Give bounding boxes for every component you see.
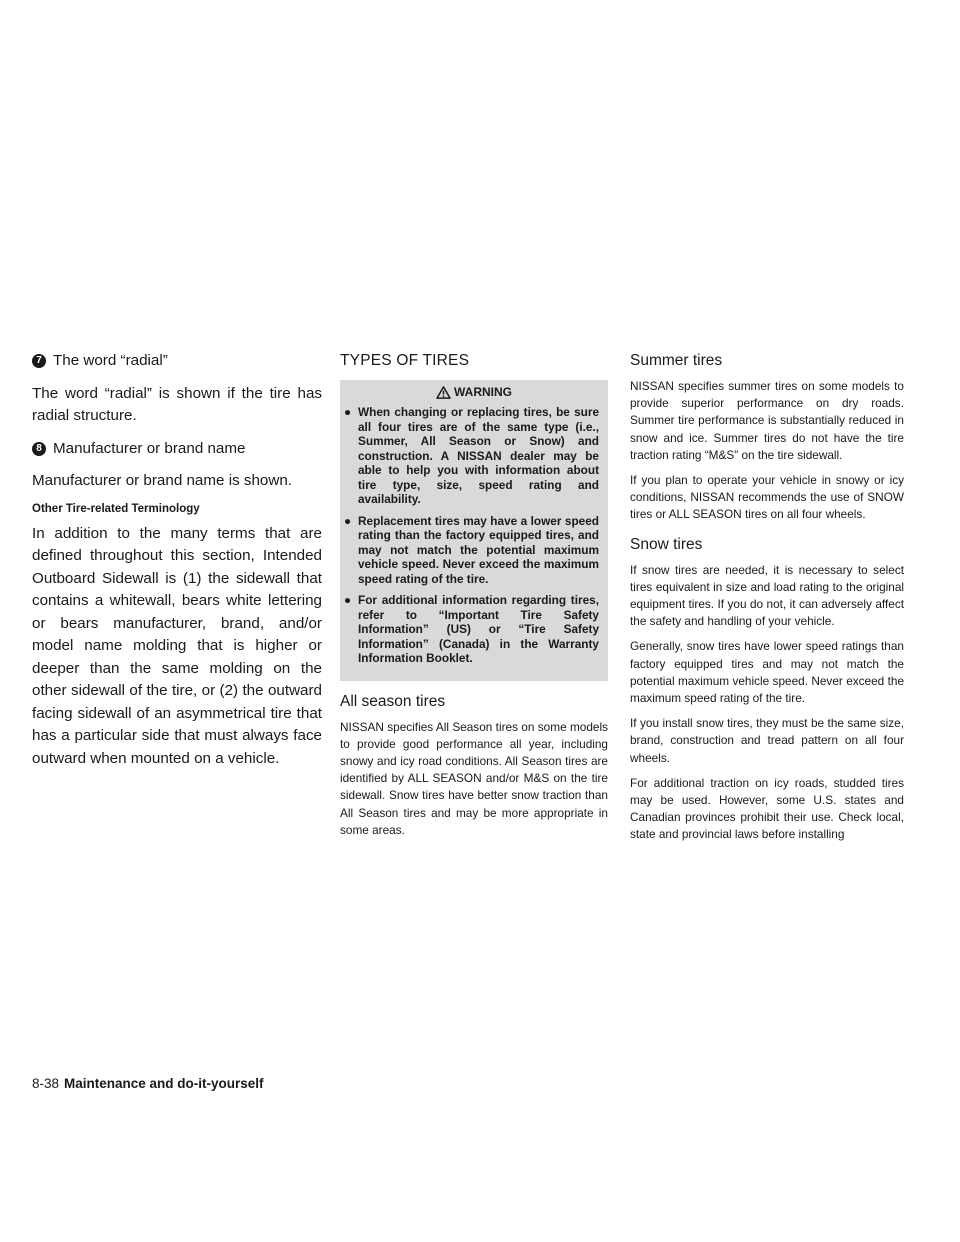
bullet-icon: ●	[344, 405, 352, 419]
column-right	[630, 350, 904, 852]
number-badge-7: 7	[32, 354, 46, 368]
bullet-icon: ●	[344, 593, 352, 607]
page-number: 8-38	[32, 1076, 60, 1091]
summer-heading: Summer tires	[630, 352, 723, 369]
footer-section-title: Maintenance and do-it-yourself	[64, 1076, 264, 1091]
section-title: TYPES OF TIRES	[340, 352, 470, 369]
brand-description: Manufacturer or brand name is shown.	[32, 472, 293, 489]
terminology-paragraph: In addition to the many terms that are defined throughout this section, Intended Outboard Sidewall is (1) the sidewall that contains a whitewall, bears white lettering or bears manufacturer, brand, and/or model name molding that is higher or deeper than the same molding on the other sidewall of the tire, or (2) the outward facing sidewall of an asymmetrical tire that has a particular side that must always face outward when mounted on a vehicle.	[32, 524, 322, 767]
summer-paragraph-2: If you plan to operate your vehicle in snowy or icy conditions, NISSAN recommends the use of SNOW tires or ALL SEASON tires on all four wheels.	[630, 473, 904, 522]
all-season-heading: All season tires	[340, 692, 446, 710]
snow-paragraph-2: Generally, snow tires have lower speed ratings than factory equipped tires and may not match the potential maximum vehicle speed. Never exceed the maximum speed rating of the tire.	[630, 639, 904, 706]
warning-triangle-icon	[436, 386, 451, 399]
item-7	[32, 350, 322, 373]
warning-bullet-text: When changing or replacing tires, be sure all four tires are of the same type (i.e., Summer, All Season or Snow) and construction. A NISSAN dealer may be able to help you with information about tire type, size, speed rating and availability.	[358, 405, 599, 506]
snow-paragraph-4: For additional traction on icy roads, studded tires may be used. However, some U.S. states and Canadian provinces prohibit their use. Check local, state and provincial laws before installing	[630, 775, 904, 842]
number-badge-8: 8	[32, 442, 46, 456]
warning-bullet-text: Replacement tires may have a lower speed rating than the factory equipped tires, and may not match the potential maximum vehicle speed. Never exceed the maximum speed rating of the tire.	[358, 513, 599, 586]
warning-header	[340, 380, 608, 405]
snow-heading: Snow tires	[630, 535, 703, 553]
item-7-label: The word “radial”	[53, 352, 168, 369]
column-middle	[340, 350, 608, 847]
radial-description: The word “radial” is shown if the tire has radial structure.	[32, 384, 322, 424]
warning-bullet	[340, 593, 608, 666]
warning-title: WARNING	[454, 385, 512, 399]
summer-paragraph-1: NISSAN specifies summer tires on some models to provide superior performance on dry roads. Summer tire performance is substantially reduced in snow and ice. Summer tires do not have the tire traction rating “M&S” on the tire sidewall.	[630, 379, 904, 462]
warning-bullet	[340, 514, 608, 587]
item-8-label: Manufacturer or brand name	[53, 439, 246, 457]
terminology-subheading: Other Tire-related Terminology	[32, 502, 200, 515]
bullet-icon: ●	[344, 513, 352, 528]
warning-box	[340, 380, 608, 681]
snow-paragraph-1: If snow tires are needed, it is necessary to select tires equivalent in size and load rating to the original equipment tires. If you do not, it can adversely affect the safety and handling of your vehicle.	[630, 562, 904, 629]
warning-bullet	[340, 405, 608, 507]
page-footer	[32, 1076, 264, 1091]
column-left	[32, 350, 322, 780]
item-8	[32, 438, 322, 461]
snow-paragraph-3: If you install snow tires, they must be the same size, brand, construction and tread pattern on all four wheels.	[630, 716, 904, 765]
warning-bullet-text: For additional information regarding tires, refer to “Important Tire Safety Information” (US) or “Tire Safety Information” (Canada) in the Warranty Information Booklet.	[358, 593, 599, 665]
all-season-paragraph: NISSAN specifies All Season tires on some models to provide good performance all year, including snowy and icy road conditions. All Season tires are identified by ALL SEASON and/or M&S on the tire sidewall. Snow tires have better snow traction than All Season tires and may be more appropriate in some areas.	[340, 719, 608, 837]
